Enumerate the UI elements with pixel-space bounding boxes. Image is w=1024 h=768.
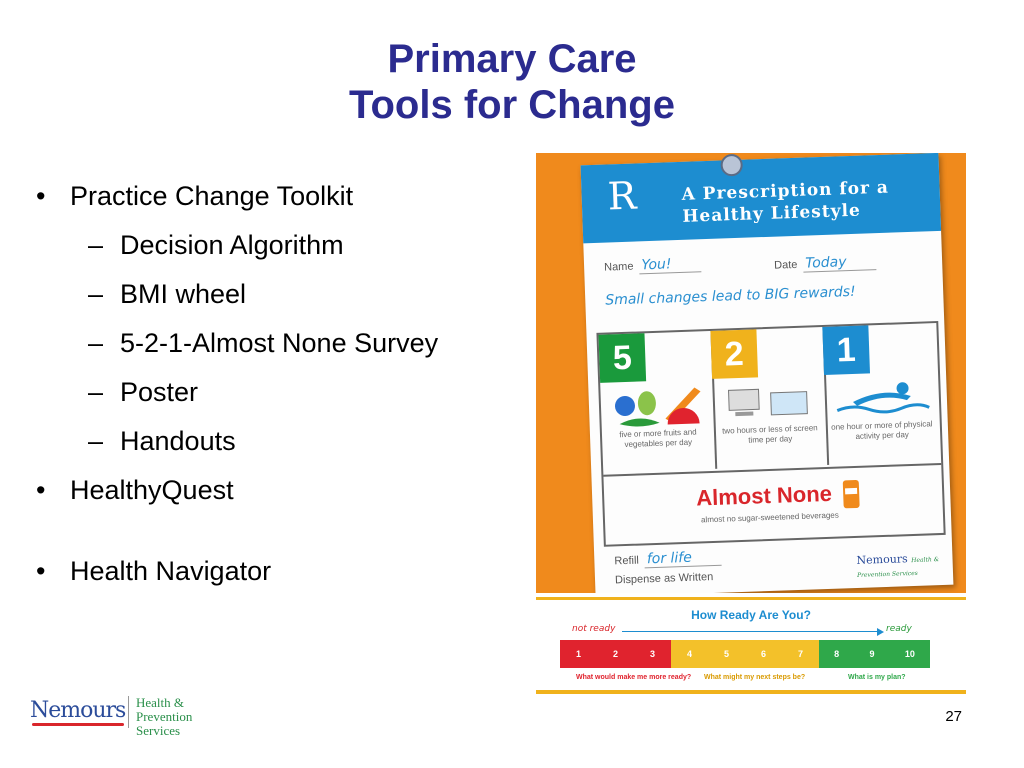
- sub-bullet-item: – 5-2-1-Almost None Survey: [88, 328, 439, 358]
- cell-caption: five or more fruits and vegetables per day: [619, 427, 697, 450]
- cell-fruits-vegetables: [598, 331, 717, 473]
- not-ready-label: not ready: [572, 624, 616, 634]
- readiness-scale-image: [536, 597, 966, 696]
- bullet-list: [36, 180, 536, 604]
- readiness-number-scale: [560, 640, 930, 668]
- poster-slogan: Small changes lead to BIG rewards!: [605, 283, 856, 309]
- cell-number: 2: [710, 329, 758, 379]
- name-field: Name You!: [604, 255, 702, 274]
- scale-question: What is my plan?: [848, 674, 906, 681]
- cell-caption: one hour or more of physical activity per day: [831, 419, 933, 441]
- logo-swoosh: [32, 723, 124, 726]
- cell-physical-activity: [822, 323, 939, 465]
- bullet-item: • Practice Change Toolkit: [36, 181, 354, 211]
- title-line-2: Tools for Change: [349, 83, 675, 127]
- prescription-poster-image: [536, 153, 966, 593]
- poster-brand-logo: Nemours Health & Prevention Services: [856, 552, 940, 579]
- scale-question: What might my next steps be?: [704, 674, 806, 681]
- readiness-title: How Ready Are You?: [691, 608, 811, 622]
- bullet-item: • Health Navigator: [36, 556, 272, 586]
- refill-field: Refill for life: [614, 549, 722, 569]
- cell-number: 1: [822, 325, 870, 375]
- dispense-label: Dispense as Written: [614, 571, 714, 587]
- scale-number: 1: [575, 649, 581, 659]
- scale-number: 6: [760, 649, 766, 659]
- scale-red-segment: [560, 640, 671, 668]
- scale-base-bar: [536, 690, 966, 694]
- cell-number: 5: [598, 333, 646, 383]
- scale-number: 2: [612, 649, 618, 659]
- almost-none-row: [603, 463, 943, 547]
- title-line-1: Primary Care: [387, 37, 637, 81]
- scale-number: 10: [904, 649, 915, 659]
- sub-bullet-item: – Handouts: [88, 426, 236, 456]
- logo-subtitle: Health & Prevention Services: [136, 695, 193, 738]
- scale-number: 8: [834, 649, 840, 659]
- sub-bullet-item: – BMI wheel: [88, 279, 247, 309]
- 5-2-1-grid: [596, 321, 945, 547]
- scale-number: 4: [686, 649, 692, 659]
- scale-question: What would make me more ready?: [576, 674, 692, 681]
- arrow-icon: [622, 631, 882, 632]
- poster-header: [581, 153, 942, 243]
- cell-screen-time: [710, 327, 829, 469]
- fruit-vegetable-icon: [608, 381, 705, 428]
- page-number: 27: [945, 708, 962, 725]
- sub-bullet-item: – Poster: [88, 377, 199, 407]
- scale-number: 3: [649, 649, 655, 659]
- scale-number: 7: [797, 649, 803, 659]
- sub-bullet-item: – Decision Algorithm: [88, 230, 344, 260]
- beverage-cup-icon: [840, 478, 863, 511]
- swimmer-icon: [832, 377, 933, 416]
- ready-label: ready: [886, 624, 912, 634]
- poster-heading: A Prescription for a Healthy Lifestyle: [681, 177, 890, 227]
- bullet-item: • HealthyQuest: [36, 475, 234, 505]
- date-field: Date Today: [774, 253, 877, 273]
- cell-caption: two hours or less of screen time per day: [721, 423, 818, 445]
- scale-green-segment: [819, 640, 930, 668]
- poster-paper: [581, 153, 954, 593]
- rx-symbol: R: [606, 173, 638, 219]
- almost-none-title: Almost None: [695, 480, 833, 511]
- slide-title: [0, 36, 1024, 128]
- logo-wordmark: Nemours: [30, 698, 126, 723]
- almost-none-subtitle: almost no sugar-sweetened beverages: [700, 510, 839, 525]
- scale-number: 9: [869, 649, 875, 659]
- scale-number: 5: [723, 649, 729, 659]
- scale-yellow-segment: [671, 640, 819, 668]
- computer-icon: [724, 385, 815, 424]
